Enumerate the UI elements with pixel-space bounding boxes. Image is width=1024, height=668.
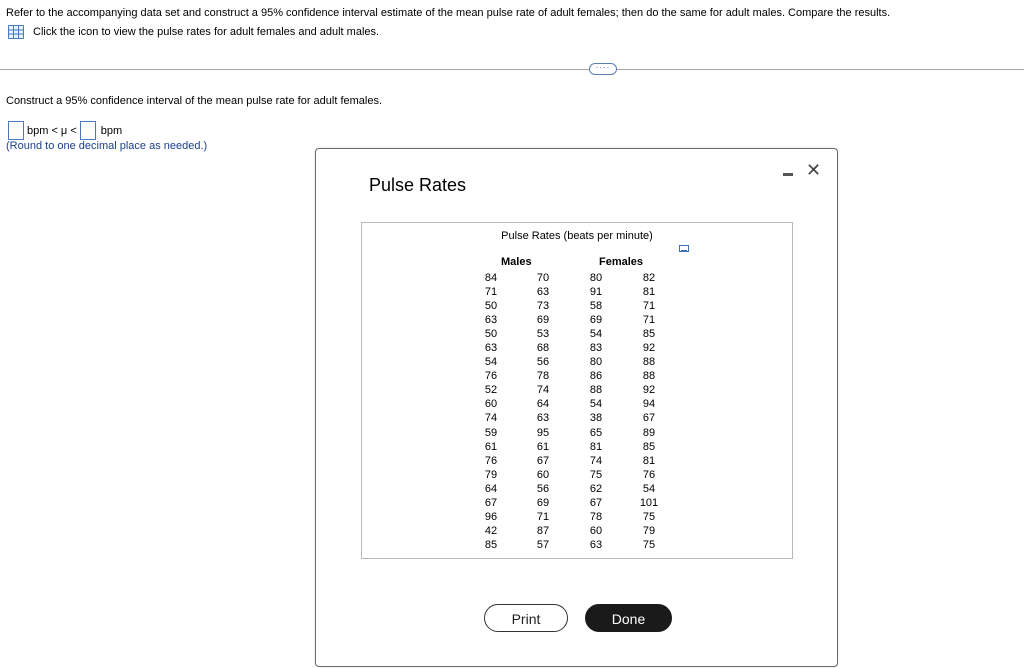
females-column-2: [634, 271, 664, 552]
dialog-title: Pulse Rates: [369, 175, 467, 195]
females-header: Females: [599, 256, 644, 268]
table-cell: 79: [484, 468, 498, 481]
table-cell: 71: [484, 286, 498, 299]
table-cell: 71: [642, 314, 656, 327]
table-cell: 50: [484, 328, 498, 341]
table-cell: 61: [484, 440, 498, 453]
interval-answer-row: [8, 121, 122, 140]
table-cell: 70: [536, 272, 550, 284]
table-cell: 61: [536, 440, 550, 453]
table-cell: 67: [484, 496, 498, 509]
table-cell: 78: [536, 370, 550, 383]
table-cell: 74: [589, 454, 603, 467]
table-cell: 62: [589, 482, 603, 495]
table-cell: 69: [536, 496, 550, 509]
data-table-icon[interactable]: [8, 25, 24, 39]
table-cell: 74: [484, 412, 498, 425]
question-prompt: Refer to the accompanying data set and construct a 95% confidence interval estimate of the mean pulse rate of adult females; then do the same for adult males. Compare the results.: [6, 7, 891, 19]
table-cell: 79: [642, 524, 656, 537]
copy-data-icon[interactable]: [679, 245, 689, 252]
table-cell: 75: [642, 510, 656, 523]
table-cell: 75: [642, 538, 656, 551]
table-cell: 53: [536, 328, 550, 341]
pulse-rates-dialog: [315, 148, 838, 667]
table-cell: 58: [589, 300, 603, 313]
view-data-link[interactable]: [8, 25, 379, 39]
table-cell: 80: [589, 272, 603, 284]
table-cell: 81: [589, 440, 603, 453]
table-cell: 87: [536, 524, 550, 537]
table-cell: 96: [484, 510, 498, 523]
table-cell: 67: [589, 496, 603, 509]
table-cell: 71: [536, 510, 550, 523]
interval-middle-label: bpm < μ <: [27, 124, 77, 137]
table-cell: 75: [589, 468, 603, 481]
table-cell: 60: [484, 398, 498, 411]
print-button[interactable]: Print: [484, 604, 568, 632]
table-cell: 82: [642, 272, 656, 284]
table-cell: 52: [484, 384, 498, 397]
interval-unit-label: bpm: [100, 124, 123, 137]
table-cell: 69: [589, 314, 603, 327]
close-icon[interactable]: ✕: [806, 160, 822, 180]
males-column-1: [476, 271, 506, 552]
males-header: Males: [501, 256, 532, 268]
table-cell: 63: [536, 286, 550, 299]
table-cell: 54: [589, 328, 603, 341]
view-data-text: Click the icon to view the pulse rates for adult females and adult males.: [33, 26, 380, 38]
table-cell: 64: [536, 398, 550, 411]
table-cell: 74: [536, 384, 550, 397]
table-cell: 81: [642, 454, 656, 467]
table-cell: 101: [639, 496, 659, 509]
table-cell: 73: [536, 300, 550, 313]
table-cell: 83: [589, 342, 603, 355]
table-cell: 92: [642, 342, 656, 355]
table-cell: 76: [484, 454, 498, 467]
females-column-1: [581, 271, 611, 552]
lower-bound-input[interactable]: [8, 121, 24, 140]
table-cell: 65: [589, 426, 603, 439]
table-cell: 57: [536, 538, 550, 551]
table-cell: 56: [536, 482, 550, 495]
table-cell: 69: [536, 314, 550, 327]
table-cell: 42: [484, 524, 498, 537]
table-caption: Pulse Rates (beats per minute): [501, 230, 653, 242]
table-cell: 76: [642, 468, 656, 481]
more-options-button[interactable]: ····: [589, 63, 617, 75]
table-cell: 95: [536, 426, 550, 439]
table-cell: 84: [484, 272, 498, 284]
section-divider: [0, 69, 1024, 70]
table-cell: 71: [642, 300, 656, 313]
table-cell: 54: [642, 482, 656, 495]
table-cell: 63: [484, 314, 498, 327]
minimize-icon[interactable]: [782, 163, 796, 179]
table-cell: 54: [484, 356, 498, 369]
table-cell: 54: [589, 398, 603, 411]
table-cell: 59: [484, 426, 498, 439]
table-cell: 60: [536, 468, 550, 481]
table-cell: 81: [642, 286, 656, 299]
table-cell: 60: [589, 524, 603, 537]
table-cell: 38: [589, 412, 603, 425]
table-cell: 88: [642, 370, 656, 383]
table-cell: 76: [484, 370, 498, 383]
table-cell: 91: [589, 286, 603, 299]
table-cell: 63: [484, 342, 498, 355]
rounding-hint: (Round to one decimal place as needed.): [6, 140, 208, 152]
table-cell: 88: [642, 356, 656, 369]
table-cell: 56: [536, 356, 550, 369]
table-cell: 67: [642, 412, 656, 425]
males-column-2: [528, 271, 558, 552]
table-cell: 80: [589, 356, 603, 369]
table-cell: 67: [536, 454, 550, 467]
table-cell: 94: [642, 398, 656, 411]
table-cell: 50: [484, 300, 498, 313]
table-cell: 86: [589, 370, 603, 383]
table-cell: 85: [642, 440, 656, 453]
table-cell: 85: [642, 328, 656, 341]
done-button[interactable]: Done: [585, 604, 672, 632]
table-cell: 85: [484, 538, 498, 551]
pulse-rates-table: [361, 222, 793, 559]
table-cell: 88: [589, 384, 603, 397]
construct-instruction: Construct a 95% confidence interval of the mean pulse rate for adult females.: [6, 95, 383, 107]
table-cell: 89: [642, 426, 656, 439]
upper-bound-input[interactable]: [80, 121, 96, 140]
table-cell: 92: [642, 384, 656, 397]
table-cell: 78: [589, 510, 603, 523]
table-cell: 64: [484, 482, 498, 495]
table-cell: 68: [536, 342, 550, 355]
table-cell: 63: [536, 412, 550, 425]
table-cell: 63: [589, 538, 603, 551]
